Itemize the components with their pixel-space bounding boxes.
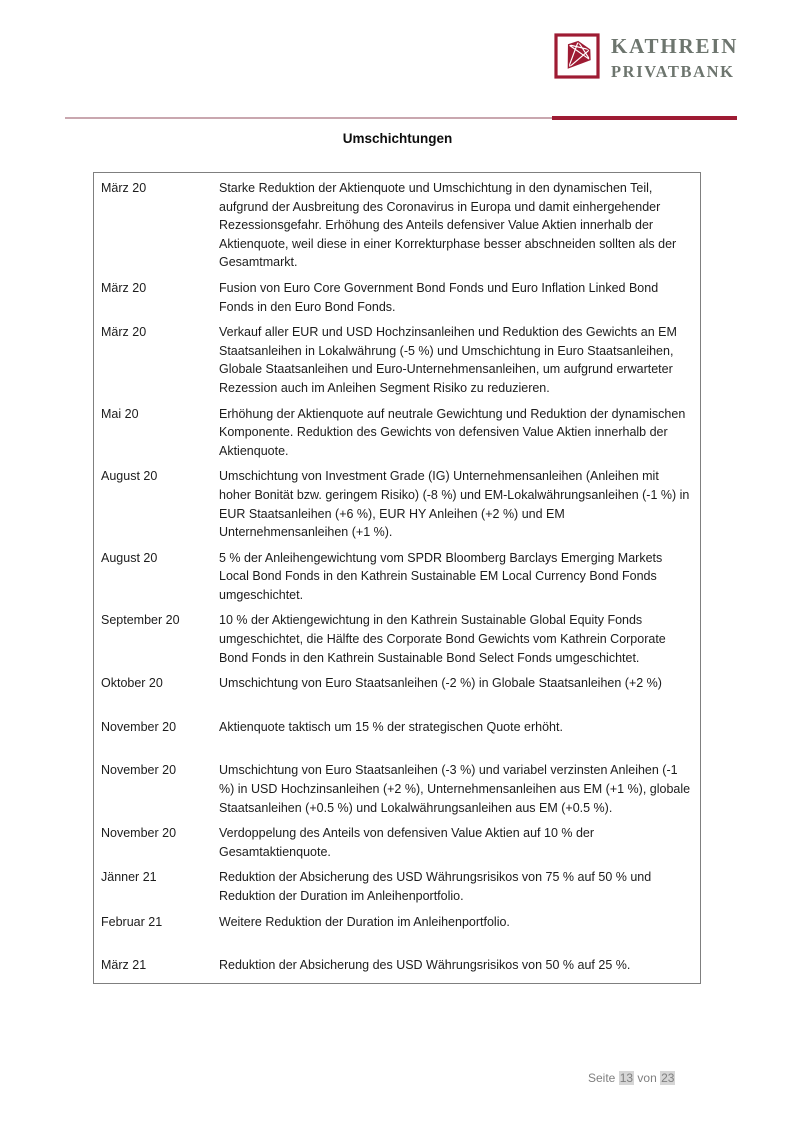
footer-label-von: von — [637, 1071, 657, 1085]
table-row — [94, 179, 700, 272]
description-cell: Umschichtung von Euro Staatsanleihen (-2 %) in Globale Staatsanleihen (+2 %) — [219, 676, 662, 691]
description-cell: Verdoppelung des Anteils von defensiven Value Aktien auf 10 % der Gesamtaktienquote. — [219, 826, 595, 859]
date-cell: November 20 — [101, 763, 177, 778]
header-rule-thin-segment — [65, 117, 554, 119]
description-cell: Starke Reduktion der Aktienquote und Umschichtung in den dynamischen Teil, aufgrund der Ausbreitung des Coronavirus in Europa und damit einhergehender Rezessionsgefahr. Erhöhung des Anteils defensiver Value Aktien innerhalb der Aktienquote, weil diese in einer Korrekturphase besser abschneiden sollten als der Gesamtmarkt. — [219, 181, 677, 270]
brand-name-line1: KATHREIN — [611, 34, 739, 58]
table-row — [94, 674, 700, 693]
diamond-gem-icon — [554, 33, 600, 79]
footer-total-pages: 23 — [661, 1071, 675, 1085]
table-row — [94, 279, 700, 316]
description-cell: 5 % der Anleihengewichtung vom SPDR Bloomberg Barclays Emerging Markets Local Bond Fonds in den Kathrein Sustainable EM Local Currency Bond Fonds umgeschichtet. — [219, 550, 663, 602]
date-cell: November 20 — [101, 719, 177, 734]
table-row — [94, 718, 700, 737]
date-cell: August 20 — [101, 550, 158, 565]
date-cell: September 20 — [101, 613, 180, 628]
table-row — [94, 405, 700, 461]
date-cell: März 21 — [101, 958, 147, 973]
table-row — [94, 956, 700, 975]
brand-name-line2: PRIVATBANK — [611, 62, 735, 81]
description-cell: 10 % der Aktiengewichtung in den Kathrein Sustainable Global Equity Fonds umgeschichtet, die Hälfte des Corporate Bond Gewichts vom Kathrein Corporate Bond Fonds in den Kathrein Sustainable Bond Select Fonds umgeschichtet. — [219, 613, 666, 665]
date-cell: März 20 — [101, 325, 147, 340]
date-cell: Jänner 21 — [101, 870, 157, 885]
footer-page-number: 13 — [619, 1071, 634, 1085]
date-cell: August 20 — [101, 469, 158, 484]
brand-name-block — [611, 33, 738, 81]
description-cell: Fusion von Euro Core Government Bond Fonds und Euro Inflation Linked Bond Fonds in den Euro Bond Fonds. — [219, 280, 659, 314]
date-cell: März 20 — [101, 181, 147, 195]
reallocations-table — [93, 172, 701, 984]
date-cell: Mai 20 — [101, 406, 139, 421]
header-rule — [65, 114, 737, 121]
date-cell: Oktober 20 — [101, 676, 163, 691]
date-cell: November 20 — [101, 826, 177, 841]
table-row — [94, 323, 700, 397]
footer-label-seite: Seite — [588, 1071, 616, 1085]
description-cell: Umschichtung von Investment Grade (IG) Unternehmensanleihen (Anleihen mit hoher Bonität bzw. geringem Risiko) (-8 %) und EM-Lokalwährungsanleihen (-1 %) in EUR Staatsanleihen (+6 %), EUR HY Anleihen (+2 %) und EM Unternehmensanleihen (+1 %). — [219, 469, 690, 540]
page-title: Umschichtungen — [342, 131, 453, 146]
table-row — [94, 761, 700, 817]
description-cell: Verkauf aller EUR und USD Hochzinsanleihen und Reduktion des Gewichts an EM Staatsanleihen in Lokalwährung (-5 %) und Umschichtung in Euro Staatsanleihen, Globale Staatsanleihen und Euro-Unternehmensanleihen, um aufgrund erwarteter Rezession auch im Anleihen Segment Risiko zu reduzieren. — [219, 325, 677, 395]
table-row — [94, 467, 700, 541]
description-cell: Weitere Reduktion der Duration im Anleihenportfolio. — [219, 914, 510, 929]
table-row — [94, 611, 700, 667]
page-footer — [588, 1071, 675, 1085]
date-cell: März 20 — [101, 280, 147, 295]
description-cell: Umschichtung von Euro Staatsanleihen (-3 %) und variabel verzinsten Anleihen (-1 %) in USD Hochzinsanleihen (+2 %), Unternehmensanleihen aus EM (+1 %), globale Staatsanleihen (+0.5 %) und Lokalwährungsanleihen aus EM (+0.5 %). — [219, 763, 691, 815]
table-row — [94, 824, 700, 861]
description-cell: Reduktion der Absicherung des USD Währungsrisikos von 50 % auf 25 %. — [219, 958, 631, 973]
description-cell: Erhöhung der Aktienquote auf neutrale Gewichtung und Reduktion der dynamischen Komponente. Reduktion des Gewichts von defensiven Value Aktien innerhalb der Aktienquote. — [219, 406, 686, 458]
table-row — [94, 549, 700, 605]
brand-logo — [554, 33, 738, 81]
table-row — [94, 868, 700, 905]
date-cell: Februar 21 — [101, 914, 163, 929]
header-rule-accent-segment — [552, 116, 737, 120]
description-cell: Aktienquote taktisch um 15 % der strategischen Quote erhöht. — [219, 719, 563, 734]
table-row — [94, 913, 700, 932]
description-cell: Reduktion der Absicherung des USD Währungsrisikos von 75 % auf 50 % und Reduktion der Duration im Anleihenportfolio. — [219, 870, 652, 903]
